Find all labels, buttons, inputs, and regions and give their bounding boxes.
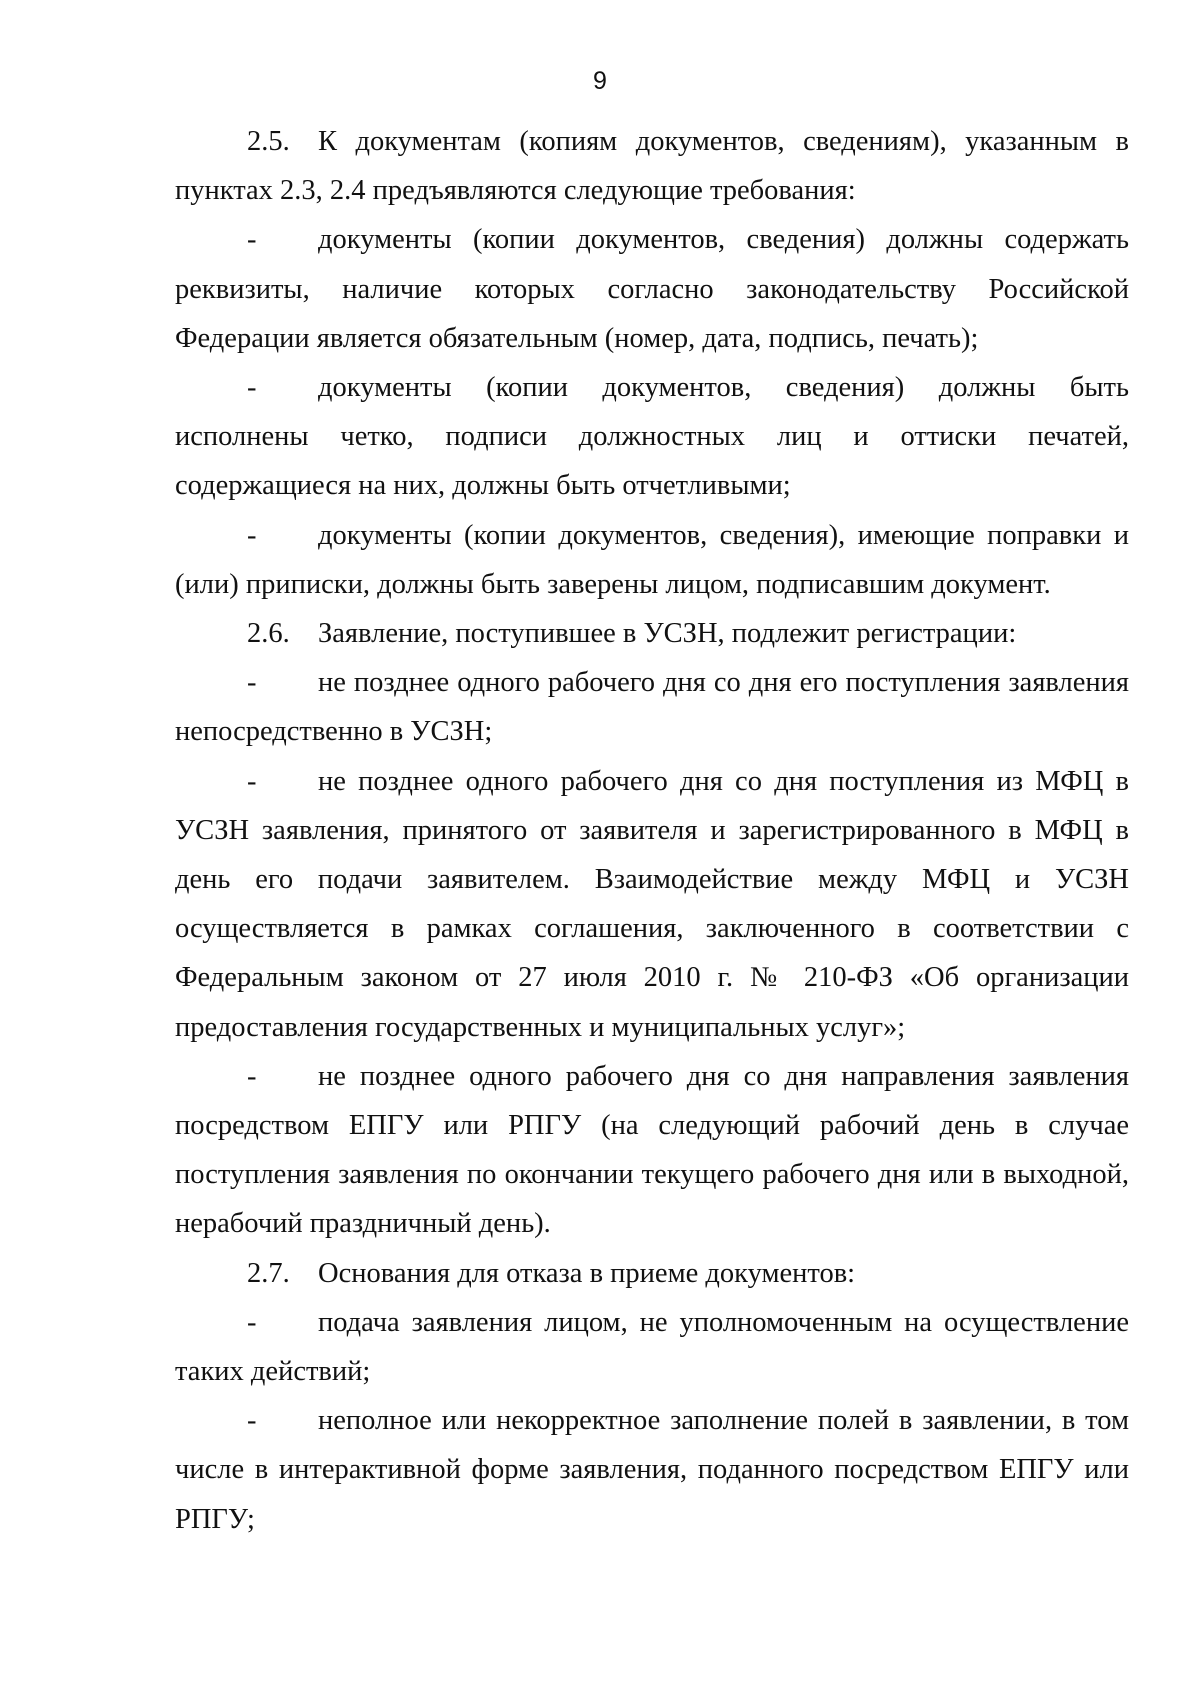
list-dash: -: [247, 1060, 257, 1092]
list-dash: -: [247, 372, 257, 404]
list-dash: -: [247, 1306, 257, 1338]
paragraph-text: документы (копии документов, сведения), имеющие поправки и (или) приписки, должны быть заверены лицом, подписавшим документ.: [175, 519, 1129, 600]
list-item: [175, 757, 1129, 1052]
paragraph-2-5: [175, 117, 1129, 215]
section-number: 2.6.: [247, 618, 290, 650]
paragraph-text: документы (копии документов, сведения) должны содержать реквизиты, наличие которых согласно законодательству Российской Федерации является обязательным (номер, дата, подпись, печать);: [175, 224, 1129, 354]
list-item: [175, 1396, 1129, 1544]
paragraph-2-7: [175, 1249, 1129, 1298]
page-number: 9: [593, 67, 607, 95]
list-item: [175, 1052, 1129, 1249]
paragraph-text: К документам (копиям документов, сведениям), указанным в пунктах 2.3, 2.4 предъявляются следующие требования:: [175, 126, 1129, 207]
list-item: [175, 511, 1129, 609]
paragraph-text: документы (копии документов, сведения) должны быть исполнены четко, подписи должностных лиц и оттиски печатей, содержащиеся на них, должны быть отчетливыми;: [175, 372, 1129, 502]
list-dash: -: [247, 224, 257, 256]
paragraph-text: Основания для отказа в приеме документов:: [318, 1257, 856, 1289]
paragraph-text: не позднее одного рабочего дня со дня его поступления заявления непосредственно в УСЗН;: [175, 667, 1129, 748]
section-number: 2.5.: [247, 126, 290, 157]
list-item: [175, 363, 1129, 511]
list-item: [175, 1298, 1129, 1396]
paragraph-2-6: [175, 609, 1129, 658]
list-dash: -: [247, 519, 257, 551]
list-dash: -: [247, 1405, 257, 1437]
list-item: [175, 658, 1129, 756]
list-item: [175, 215, 1129, 363]
paragraph-text: подача заявления лицом, не уполномоченным на осуществление таких действий;: [175, 1306, 1129, 1388]
list-dash: -: [247, 667, 257, 699]
paragraph-text: Заявление, поступившее в УСЗН, подлежит регистрации:: [318, 618, 1017, 650]
paragraph-text: не позднее одного рабочего дня со дня направления заявления посредством ЕПГУ или РПГУ (на следующий рабочий день в случае поступления заявления по окончании текущего рабочего дня или в выходной, нерабочий праздничный день).: [175, 1060, 1129, 1240]
section-number: 2.7.: [247, 1257, 290, 1289]
document-body: [175, 117, 1129, 1544]
list-dash: -: [247, 765, 257, 797]
paragraph-text: не позднее одного рабочего дня со дня поступления из МФЦ в УСЗН заявления, принятого от заявителя и зарегистрированного в МФЦ в день его подачи заявителем. Взаимодействие между МФЦ и УСЗН осуществляется в рамках соглашения, заключенного в соответствии с Федеральным законом от 27 июля 2010 г. № 210-ФЗ «Об организации предоставления государственных и муниципальных услуг»;: [175, 765, 1129, 1043]
paragraph-text: неполное или некорректное заполнение полей в заявлении, в том числе в интерактивной форме заявления, поданного посредством ЕПГУ или РПГУ;: [175, 1405, 1129, 1535]
